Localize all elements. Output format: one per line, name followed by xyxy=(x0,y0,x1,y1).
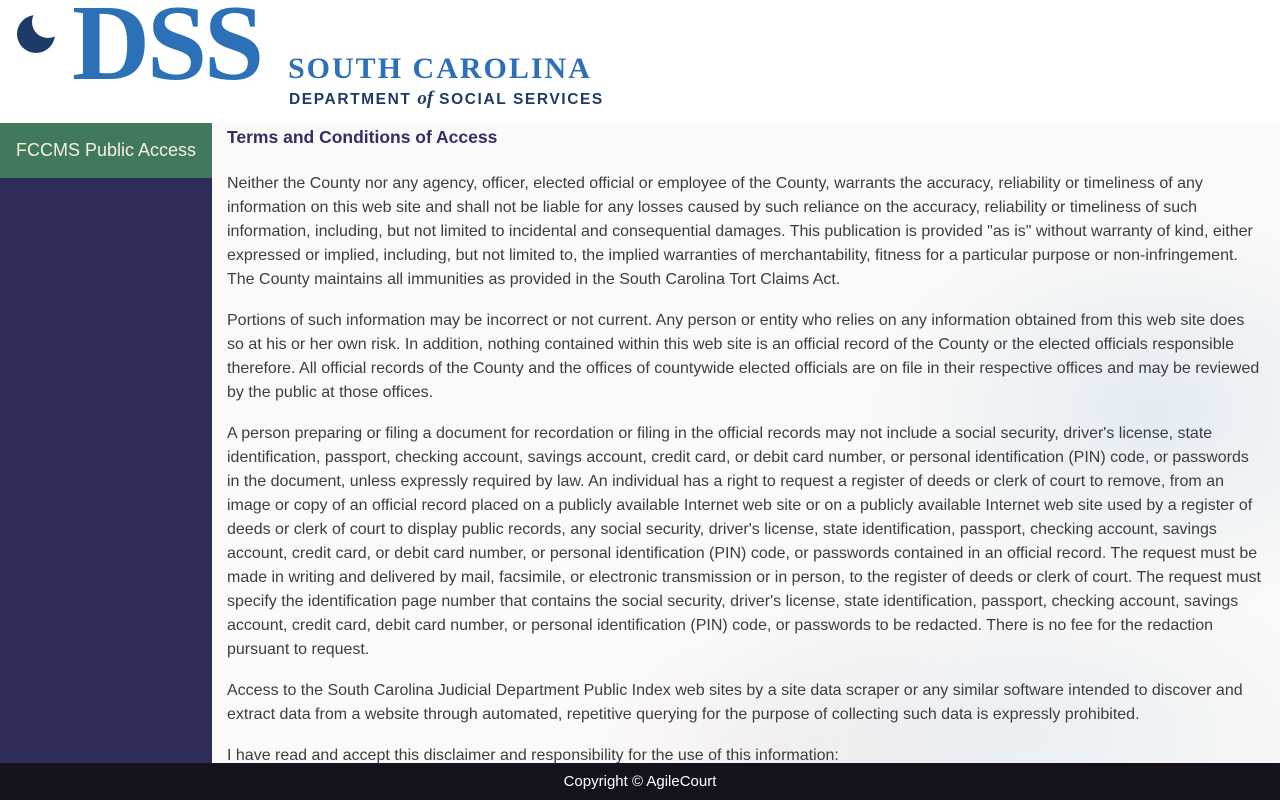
site-header xyxy=(0,0,1280,123)
footer xyxy=(0,763,1280,800)
disclaimer-paragraph-scraping: Access to the South Carolina Judicial Department Public Index web sites by a site data scraper or any similar software intended to discover and extract data from a website through automated, repetitive querying for the purpose of collecting such data is expressly prohibited. xyxy=(227,682,1243,723)
disclaimer-paragraph-accuracy: Portions of such information may be incorrect or not current. Any person or entity who relies on any information obtained from this web site does so at his or her own risk. In addition, nothing contained within this web site is an official record of the County or the elected officials responsible therefore. All official records of the County and the offices of countywide elected officials are on file in their respective offices and may be reviewed by the public at those offices. xyxy=(227,312,1260,401)
sidebar xyxy=(0,123,212,763)
logo-state-name: SOUTH CAROLINA xyxy=(288,52,592,85)
logo-acronym: DSS xyxy=(72,0,262,103)
sidebar-item-fccms-public-access[interactable]: FCCMS Public Access xyxy=(0,123,212,178)
logo-department-line xyxy=(289,88,604,110)
logo-dept-word1: DEPARTMENT xyxy=(289,91,412,108)
logo-dept-of: of xyxy=(417,88,434,109)
copyright-text: Copyright © AgileCourt xyxy=(563,773,717,790)
page-title: Terms and Conditions of Access xyxy=(227,127,498,147)
disclaimer-paragraph-redaction: A person preparing or filing a document for recordation or filing in the official records may not include a social security, driver's license, state identification, passport, checking account, savings account, credit card, or debit card number, or personal identification (PIN) code, or passwords in the document, unless expressly required by law. An individual has a right to request a register of deeds or clerk of court to remove, from an image or copy of an official record placed on a publicly available Internet web site or on a publicly available Internet web site used by a register of deeds or clerk of court to display public records, any social security, driver's license, state identification, passport, checking account, savings account, credit card, or debit card number, or personal identification (PIN) code, or passwords contained in an official record. The request must be made in writing and delivered by mail, facsimile, or electronic transmission or in person, to the register of deeds or clerk of court. The request must specify the identification page number that contains the social security, driver's license, state identification, passport, checking account, savings account, credit card, debit card number, or personal identification (PIN) code, or passwords to be redacted. There is no fee for the redaction pursuant to request. xyxy=(227,425,1261,658)
disclaimer-paragraph-warranty: Neither the County nor any agency, officer, elected official or employee of the County, warrants the accuracy, reliability or timeliness of any information on this web site and shall not be liable for any losses caused by such reliance on the accuracy, reliability or timeliness of such information, including, but not limited to incidental and consequential damages. This publication is provided "as is" without warranty of kind, either expressed or implied, including, but not limited to, the implied warranties of merchantability, fitness for a particular purpose or non-infringement. The County maintains all immunities as provided in the South Carolina Tort Claims Act. xyxy=(227,175,1253,288)
terms-content xyxy=(212,123,1280,763)
crescent-moon-icon xyxy=(14,6,62,58)
disclaimer-accept-statement: I have read and accept this disclaimer and responsibility for the use of this information: xyxy=(227,747,839,763)
logo-dept-word2: SOCIAL SERVICES xyxy=(439,91,604,108)
